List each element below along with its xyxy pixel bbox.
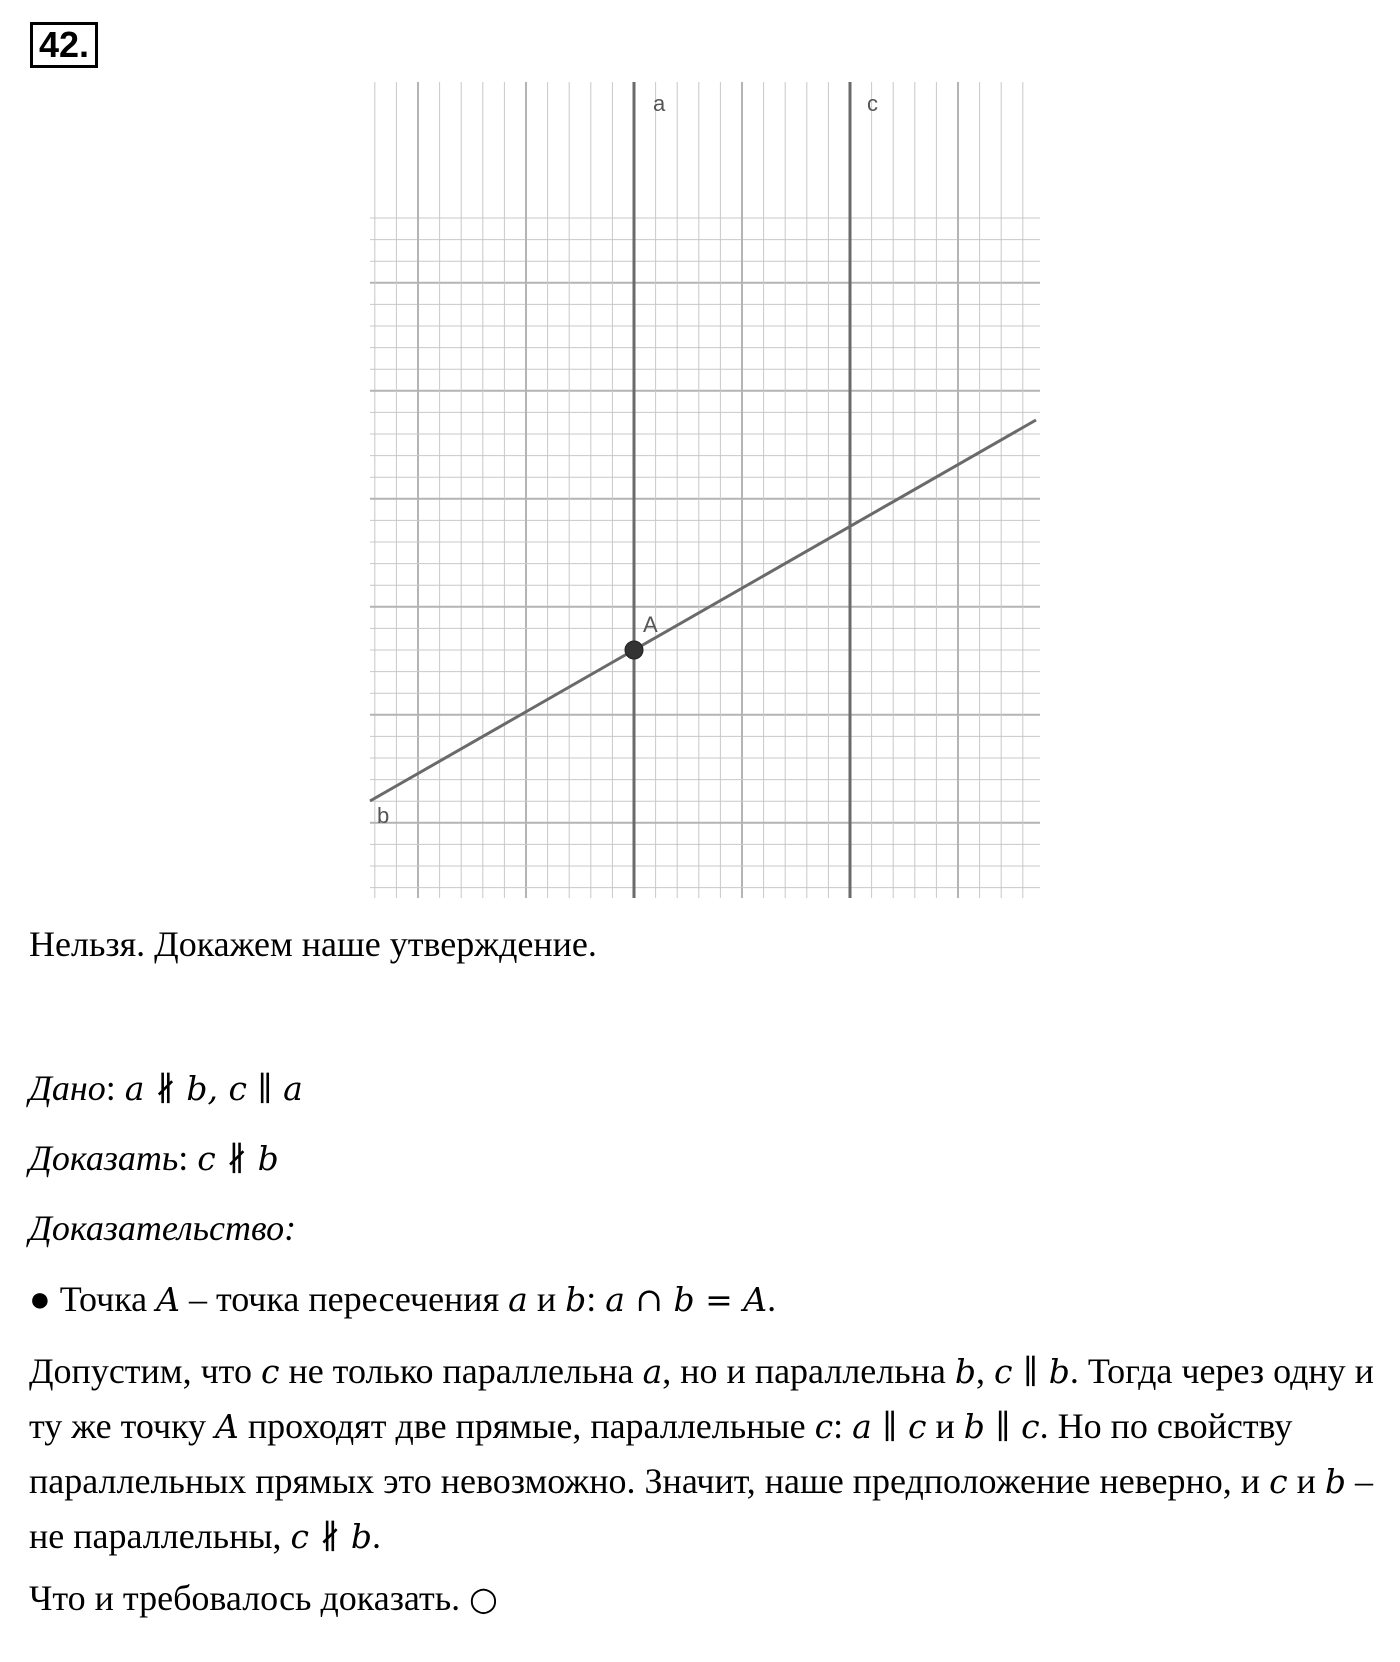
label-c: c [867,91,878,116]
answer-text: Нельзя. Докажем наше утверждение. [29,924,597,964]
proof-label: Доказательство: [29,1208,297,1248]
point-a-marker [625,641,643,659]
problem-number: 42. [30,22,98,68]
given-expr: a ∦ b, c ∥ a [124,1069,303,1108]
prove-line: Доказать: c ∦ b [29,1138,279,1178]
label-b: b [377,803,390,828]
proof-paragraph: Допустим, что c не только параллельна a, но и параллельна b, c ∥ b. Тогда через одну и ту же точку A проходят две прямые, параллельные c: a ∥ c и b ∥ c. Но по свойству параллельных прямых это невозможно. Значит, наше предположение неверно, и c и b – не параллельны, c ∦ b. [29,1351,1374,1556]
prove-label: Доказать [29,1138,179,1178]
grid [370,82,1040,898]
prove-expr: c ∦ b [197,1139,279,1178]
bullet-line: ● Точка A – точка пересечения a и b: a ∩ b = A. [29,1279,777,1319]
qed-symbol: ○ [469,1579,498,1618]
bullet-marker: ● [29,1279,51,1319]
conclusion-line: Что и требовалось доказать. ○ [29,1578,498,1618]
label-a: a [653,91,666,116]
intersection-expr: a ∩ b = A [605,1280,768,1319]
label-point-a: A [643,612,658,637]
given-label: Дано [29,1068,106,1108]
given-line: Дано: a ∦ b, c ∥ a [29,1068,303,1108]
